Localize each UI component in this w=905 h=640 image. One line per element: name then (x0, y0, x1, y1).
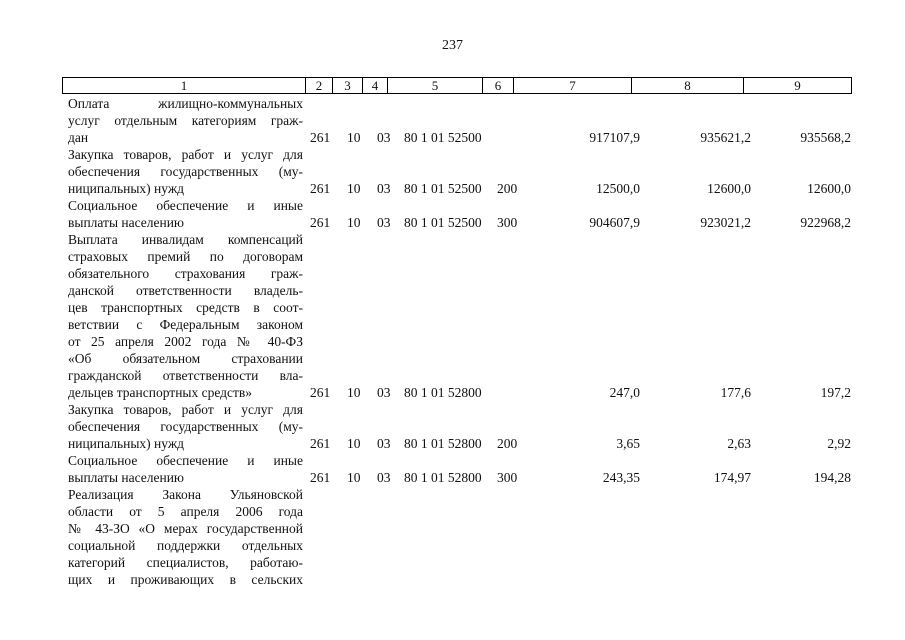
cell-col-4: 03 (377, 130, 391, 145)
header-col-4: 4 (363, 78, 388, 93)
cell-col-9: 12600,0 (807, 181, 851, 196)
cell-col-9: 922968,2 (800, 215, 851, 230)
row-description-line: гражданской ответственности вла- (68, 368, 303, 383)
cell-col-8: 923021,2 (700, 215, 751, 230)
header-col-1: 1 (63, 78, 306, 93)
cell-col-6 (497, 129, 527, 146)
cell-col-5: 80 1 01 52800 (404, 385, 482, 400)
cell-col-5: 80 1 01 52800 (404, 436, 482, 451)
row-description-line: № 43-ЗО «О мерах государственной (68, 521, 303, 536)
row-description-line: категорий специалистов, работаю- (68, 555, 303, 570)
cell-col-5: 80 1 01 52800 (404, 470, 482, 485)
header-col-7: 7 (514, 78, 632, 93)
cell-col-7: 3,65 (616, 436, 640, 451)
cell-col-2: 261 (310, 470, 331, 485)
row-description-line: от 25 апреля 2002 года № 40-ФЗ (68, 334, 303, 349)
row-description-line: «Об обязательном страховании (68, 351, 303, 366)
header-col-8: 8 (632, 78, 744, 93)
row-description-line: обеспечения государственных (му- (68, 164, 303, 179)
cell-col-8: 177,6 (720, 385, 751, 400)
cell-col-4: 03 (377, 215, 391, 230)
row-description-line: социальной поддержки отдельных (68, 538, 303, 553)
row-description-line: цев транспортных средств в соот- (68, 300, 303, 315)
row-description-line: страховых премий по договорам (68, 249, 303, 264)
row-description-line: обязательного страхования граж- (68, 266, 303, 281)
row-description-line: щих и проживающих в сельских (68, 572, 303, 587)
cell-col-6: 300 (497, 215, 518, 230)
row-description-line: Социальное обеспечение и иные (68, 453, 303, 468)
cell-col-3: 10 (347, 130, 361, 145)
row-description-line: Оплата жилищно-коммунальных (68, 96, 303, 111)
cell-col-3: 10 (347, 215, 361, 230)
row-description-line: Реализация Закона Ульяновской (68, 487, 303, 502)
header-col-2: 2 (306, 78, 333, 93)
cell-col-5: 80 1 01 52500 (404, 215, 482, 230)
cell-col-7: 12500,0 (596, 181, 640, 196)
header-col-5: 5 (388, 78, 483, 93)
cell-col-7: 904607,9 (589, 215, 640, 230)
cell-col-2: 261 (310, 130, 331, 145)
row-description-line: выплаты населению (68, 470, 185, 485)
cell-col-3: 10 (347, 436, 361, 451)
row-description-line: услуг отдельным категориям граж- (68, 113, 303, 128)
cell-col-6: 300 (497, 470, 518, 485)
cell-col-8: 174,97 (713, 470, 751, 485)
cell-col-4: 03 (377, 436, 391, 451)
table-header (62, 77, 852, 94)
cell-col-7: 247,0 (609, 385, 640, 400)
row-description-line: ниципальных) нужд (68, 436, 185, 451)
cell-col-2: 261 (310, 436, 331, 451)
row-description-line: ветствии с Федеральным законом (68, 317, 303, 332)
cell-col-9: 194,28 (813, 470, 851, 485)
cell-col-3: 10 (347, 181, 361, 196)
header-col-6: 6 (483, 78, 514, 93)
cell-col-4: 03 (377, 181, 391, 196)
row-description-line: выплаты населению (68, 215, 185, 230)
cell-col-6: 200 (497, 181, 518, 196)
cell-col-8: 12600,0 (707, 181, 751, 196)
row-description-line: обеспечения государственных (му- (68, 419, 303, 434)
cell-col-9: 935568,2 (800, 130, 851, 145)
row-description-line: Социальное обеспечение и иные (68, 198, 303, 213)
cell-col-5: 80 1 01 52500 (404, 130, 482, 145)
row-description-line: данской ответственности владель- (68, 283, 303, 298)
cell-col-5: 80 1 01 52500 (404, 181, 482, 196)
row-description-line: дан (68, 130, 89, 145)
cell-col-6: 200 (497, 436, 518, 451)
row-description-line: области от 5 апреля 2006 года (68, 504, 303, 519)
header-col-9: 9 (794, 78, 801, 93)
row-description-line: ниципальных) нужд (68, 181, 185, 196)
page-number: 237 (442, 38, 463, 53)
cell-col-9: 2,92 (827, 436, 851, 451)
row-description-line: Выплата инвалидам компенсаций (68, 232, 303, 247)
cell-col-7: 917107,9 (589, 130, 640, 145)
cell-col-4: 03 (377, 470, 391, 485)
header-col-3: 3 (333, 78, 363, 93)
cell-col-6 (497, 384, 527, 401)
row-description-line: Закупка товаров, работ и услуг для (68, 402, 303, 417)
row-description-line: дельцев транспортных средств» (68, 385, 253, 400)
cell-col-8: 935621,2 (700, 130, 751, 145)
cell-col-4: 03 (377, 385, 391, 400)
cell-col-3: 10 (347, 385, 361, 400)
cell-col-8: 2,63 (727, 436, 751, 451)
cell-col-2: 261 (310, 385, 331, 400)
row-description-line: Закупка товаров, работ и услуг для (68, 147, 303, 162)
cell-col-2: 261 (310, 215, 331, 230)
cell-col-9: 197,2 (820, 385, 851, 400)
cell-col-2: 261 (310, 181, 331, 196)
cell-col-7: 243,35 (602, 470, 640, 485)
cell-col-3: 10 (347, 470, 361, 485)
